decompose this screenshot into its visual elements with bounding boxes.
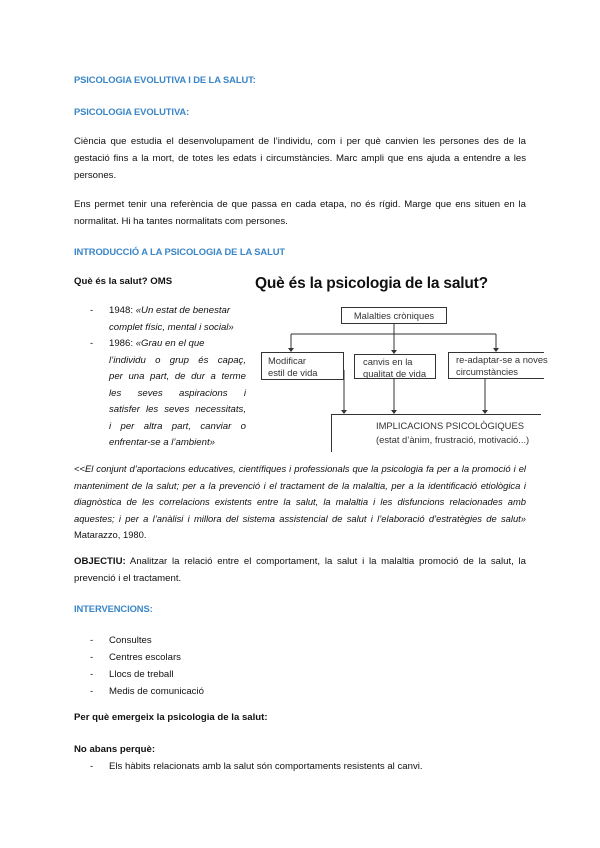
box-label: IMPLICACIONS PSICOLÒGIQUES [376,420,524,431]
list-bullet: - [90,669,94,680]
box-canvis-qualitat [354,354,436,379]
not-before-text: Els hàbits relacionats amb la salut són comportaments resistents al canvi. [109,761,423,772]
intervention-item [90,666,174,683]
box-malalties-croniques [341,307,447,324]
objectiu-label: OBJECTIU: [74,556,126,567]
oms-def-1948-line2: complet físic, mental i social» [109,321,234,333]
intervention-label: Medis de comunicació [109,686,204,697]
list-bullet: - [90,305,94,316]
box-label: Malalties cròniques [353,310,435,321]
intervention-item [90,632,152,649]
box-modificar-estil [261,352,344,380]
box-label: circumstàncies [456,365,518,377]
list-bullet: - [90,761,94,772]
objectiu-paragraph [74,553,526,587]
box-label: re-adaptar-se a noves [456,354,548,365]
oms-def-1986-line: satisfer les seves necessitats, [109,404,246,415]
oms-question: Què és la salut? OMS [74,276,173,287]
psychology-of-health-diagram [255,270,548,452]
matarazzo-quote [74,461,526,544]
not-before-item [90,758,423,775]
box-label: estil de vida [268,366,318,378]
objectiu-text: Analitzar la relació entre el comportament, la salut i la malaltia promoció de la salut, la prevenció i el tractament. [74,556,526,584]
oms-def-1948-line1: «Un estat de benestar [135,305,231,316]
oms-def-1986-line: l’individu o grup és capaç, [109,354,246,366]
heading-psicologia-evolutiva: PSICOLOGIA EVOLUTIVA: [74,106,190,117]
heading-introduccio: INTRODUCCIÓ A LA PSICOLOGIA DE LA SALUT [74,246,286,257]
box-label: Modificar [268,355,307,366]
quote-citation: Matarazzo, 1980. [74,529,147,540]
intervention-label: Centres escolars [109,652,181,663]
why-emerges-title: Per què emergeix la psicologia de la salut: [74,712,268,723]
intervention-item [90,683,204,700]
box-implicacions [331,414,541,452]
oms-def-1986-line: i per altra part, canviar o [109,420,246,432]
list-bullet: - [90,652,94,663]
list-bullet: - [90,686,94,697]
list-bullet: - [90,635,94,646]
intervention-label: Llocs de treball [109,669,174,680]
oms-def-1986-line: enfrentar-se a l’ambient» [109,437,215,448]
oms-def-1986-line: per una part, de dur a terme [109,371,246,382]
paragraph-definition: Ciència que estudia el desenvolupament de l’individu, com i per què canvien les persones des de la gestació fins a la mort, de totes les edats i circumstàncies. Marc ampli que ens ajuda a entendre a les persones. [74,136,526,181]
oms-def-1986-line1: «Grau en el que [135,338,205,349]
oms-item-1986 [90,336,246,353]
heading-intervencions: INTERVENCIONS: [74,603,153,614]
oms-item-1948 [90,303,246,320]
quote-text: <<El conjunt d’aportacions educatives, científiques i professionals que la psicologia fa per a la promoció i el manteniment de la salut; per a la prevenció i el tractament de la malaltia, per a la identificació etiològica i diagnòstica de les correlacions existents entre la salut, la malaltia i les disfuncions relacionades amb aquestes; i per a l’anàlisi i millora del sistema assistencial de salut i l’elaboració d’estratègies de salut» [74,463,526,524]
box-readaptar [448,352,548,379]
diagram-title: Què és la psicologia de la salut? [255,275,488,292]
not-before-title: No abans perquè: [74,744,156,755]
intervention-item [90,649,181,666]
oms-year-1986: 1986: [109,338,134,349]
heading-psicologia-evolutiva-salut: PSICOLOGIA EVOLUTIVA I DE LA SALUT: [74,74,256,85]
box-label: qualitat de vida [363,367,427,379]
box-label: canvis en la [363,356,413,367]
oms-year-1948: 1948: [109,305,134,316]
intervention-label: Consultes [109,635,152,646]
oms-def-1986-line: les seves aspiracions i [109,387,246,399]
list-bullet: - [90,338,94,349]
oms-definitions-list [90,303,246,452]
box-label: (estat d’ànim, frustració, motivació...) [376,434,530,445]
paragraph-reference: Ens permet tenir una referència de que passa en cada etapa, no és rígid. Marge que ens situen en la normalitat. Hi ha tantes normalitats com persones. [74,199,526,227]
